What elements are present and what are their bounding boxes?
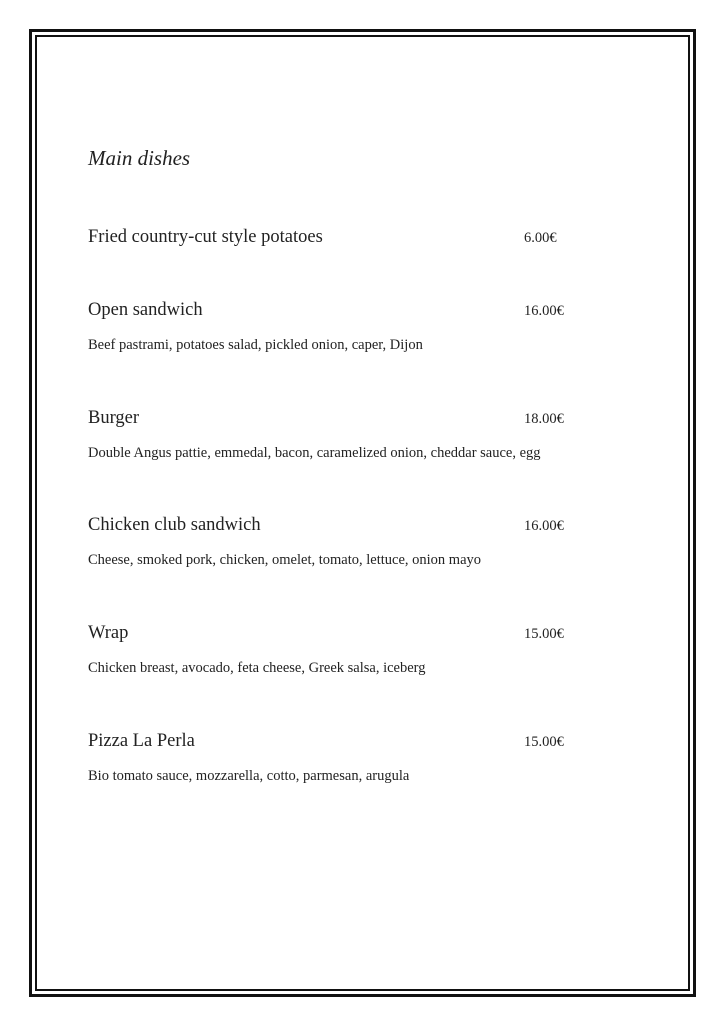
- dish-name: Burger: [88, 408, 140, 428]
- dish-price: 16.00€: [524, 303, 564, 319]
- dish-description: Cheese, smoked pork, chicken, omelet, tomato, lettuce, onion mayo: [88, 552, 482, 568]
- dish-name: Open sandwich: [88, 300, 203, 320]
- dish-name: Chicken club sandwich: [88, 515, 261, 535]
- dish-price: 16.00€: [524, 518, 564, 534]
- dish-price: 15.00€: [524, 626, 564, 642]
- dish-name: Pizza La Perla: [88, 731, 195, 751]
- dish-price: 15.00€: [524, 734, 564, 750]
- dish-description: Chicken breast, avocado, feta cheese, Greek salsa, iceberg: [88, 660, 426, 676]
- section-title: Main dishes: [88, 146, 191, 170]
- dish-description: Bio tomato sauce, mozzarella, cotto, parmesan, arugula: [88, 768, 410, 784]
- dish-description: Double Angus pattie, emmedal, bacon, caramelized onion, cheddar sauce, egg: [88, 445, 541, 461]
- page-border-inner: [35, 35, 690, 991]
- dish-name: Fried country-cut style potatoes: [88, 227, 323, 247]
- dish-name: Wrap: [88, 623, 129, 643]
- dish-price: 6.00€: [524, 230, 557, 246]
- dish-price: 18.00€: [524, 411, 564, 427]
- dish-description: Beef pastrami, potatoes salad, pickled onion, caper, Dijon: [88, 337, 423, 353]
